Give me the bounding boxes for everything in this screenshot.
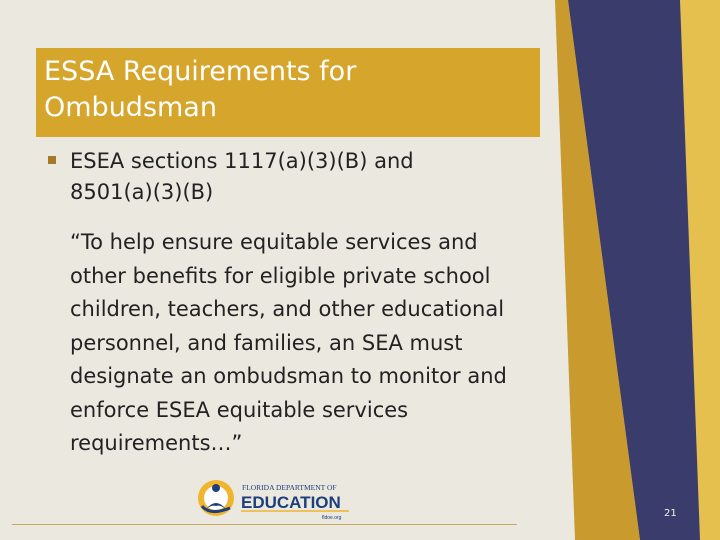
title-line-2: Ombudsman (44, 92, 217, 123)
title-line-1: ESSA Requirements for (44, 56, 357, 87)
bullet-line-2: 8501(a)(3)(B) (70, 180, 214, 204)
sun-figure-icon (198, 480, 234, 516)
fldoe-logo (194, 476, 354, 524)
quote-line: enforce ESEA equitable services (70, 397, 409, 422)
quote-line: children, teachers, and other educational (70, 297, 505, 321)
quote-line: personnel, and families, an SEA must (70, 330, 463, 355)
quote-block (70, 226, 550, 461)
quote-line: designate an ombudsman to monitor and (70, 364, 507, 388)
page-number: 21 (664, 508, 677, 519)
title-band (36, 48, 540, 137)
slide-title (44, 54, 532, 126)
quote-line: requirements…” (70, 431, 243, 455)
quote-line: other benefits for eligible private school (70, 263, 491, 288)
square-bullet-icon (48, 156, 56, 164)
logo-education: EDUCATION (241, 493, 341, 512)
logo-org-name: FLORIDA DEPARTMENT OF (242, 483, 337, 492)
bullet-line-1: ESEA sections 1117(a)(3)(B) and (70, 149, 414, 173)
quote-line: “To help ensure equitable services and (70, 230, 478, 254)
logo-url: fldoe.org (322, 515, 342, 521)
bullet-item (48, 146, 518, 208)
bullet-text (70, 146, 518, 208)
footer-rule (12, 524, 517, 525)
